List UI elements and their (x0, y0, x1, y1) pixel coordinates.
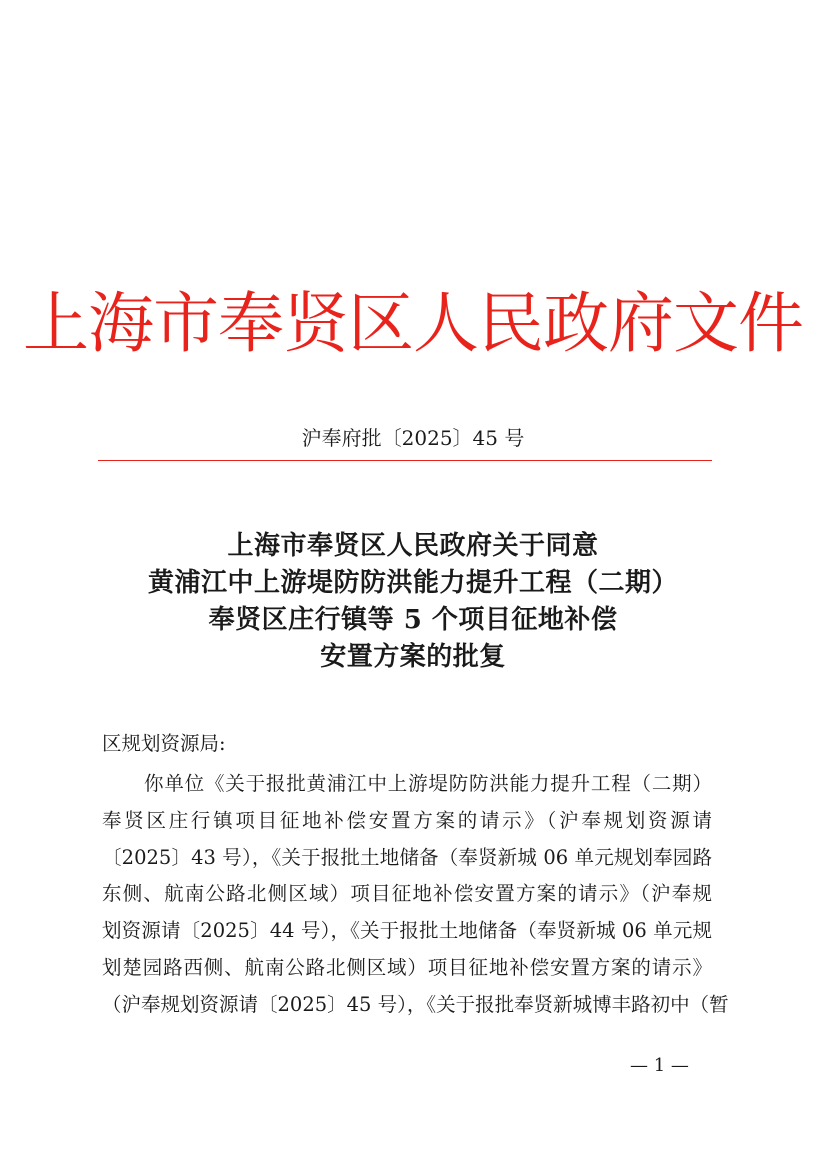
title-line: 上海市奉贤区人民政府关于同意 (227, 531, 599, 561)
salutation: 区规划资源局: (102, 732, 226, 755)
body-line: （沪奉规划资源请〔2025〕45 号），《关于报批奉贤新城博丰路初中（暂 (102, 992, 729, 1016)
body-paragraph (102, 766, 729, 1024)
title-line: 奉贤区庄行镇等 5 个项目征地补偿 (208, 605, 618, 635)
red-divider (98, 460, 712, 461)
title-line: 安置方案的批复 (320, 642, 506, 672)
document-title (0, 528, 826, 676)
body-line: 奉贤区庄行镇项目征地补偿安置方案的请示》（沪奉规划资源请 (102, 808, 712, 832)
body-line: 划楚园路西侧、航南公路北侧区域）项目征地补偿安置方案的请示》 (102, 955, 712, 979)
title-line: 黄浦江中上游堤防防洪能力提升工程（二期） (147, 568, 678, 598)
issuer-title: 上海市奉贤区人民政府文件 (23, 285, 803, 362)
body-line: 东侧、航南公路北侧区域）项目征地补偿安置方案的请示》（沪奉规 (102, 882, 712, 906)
document-number: 沪奉府批〔2025〕45 号 (301, 426, 525, 450)
body-line: 你单位《关于报批黄浦江中上游堤防防洪能力提升工程（二期） (144, 772, 712, 795)
page-number: — 1 — (630, 1055, 689, 1076)
body-line: 划资源请〔2025〕44 号），《关于报批土地储备（奉贤新城 06 单元规 (102, 919, 712, 943)
body-line: 〔2025〕43 号），《关于报批土地储备（奉贤新城 06 单元规划奉园路 (102, 845, 712, 869)
